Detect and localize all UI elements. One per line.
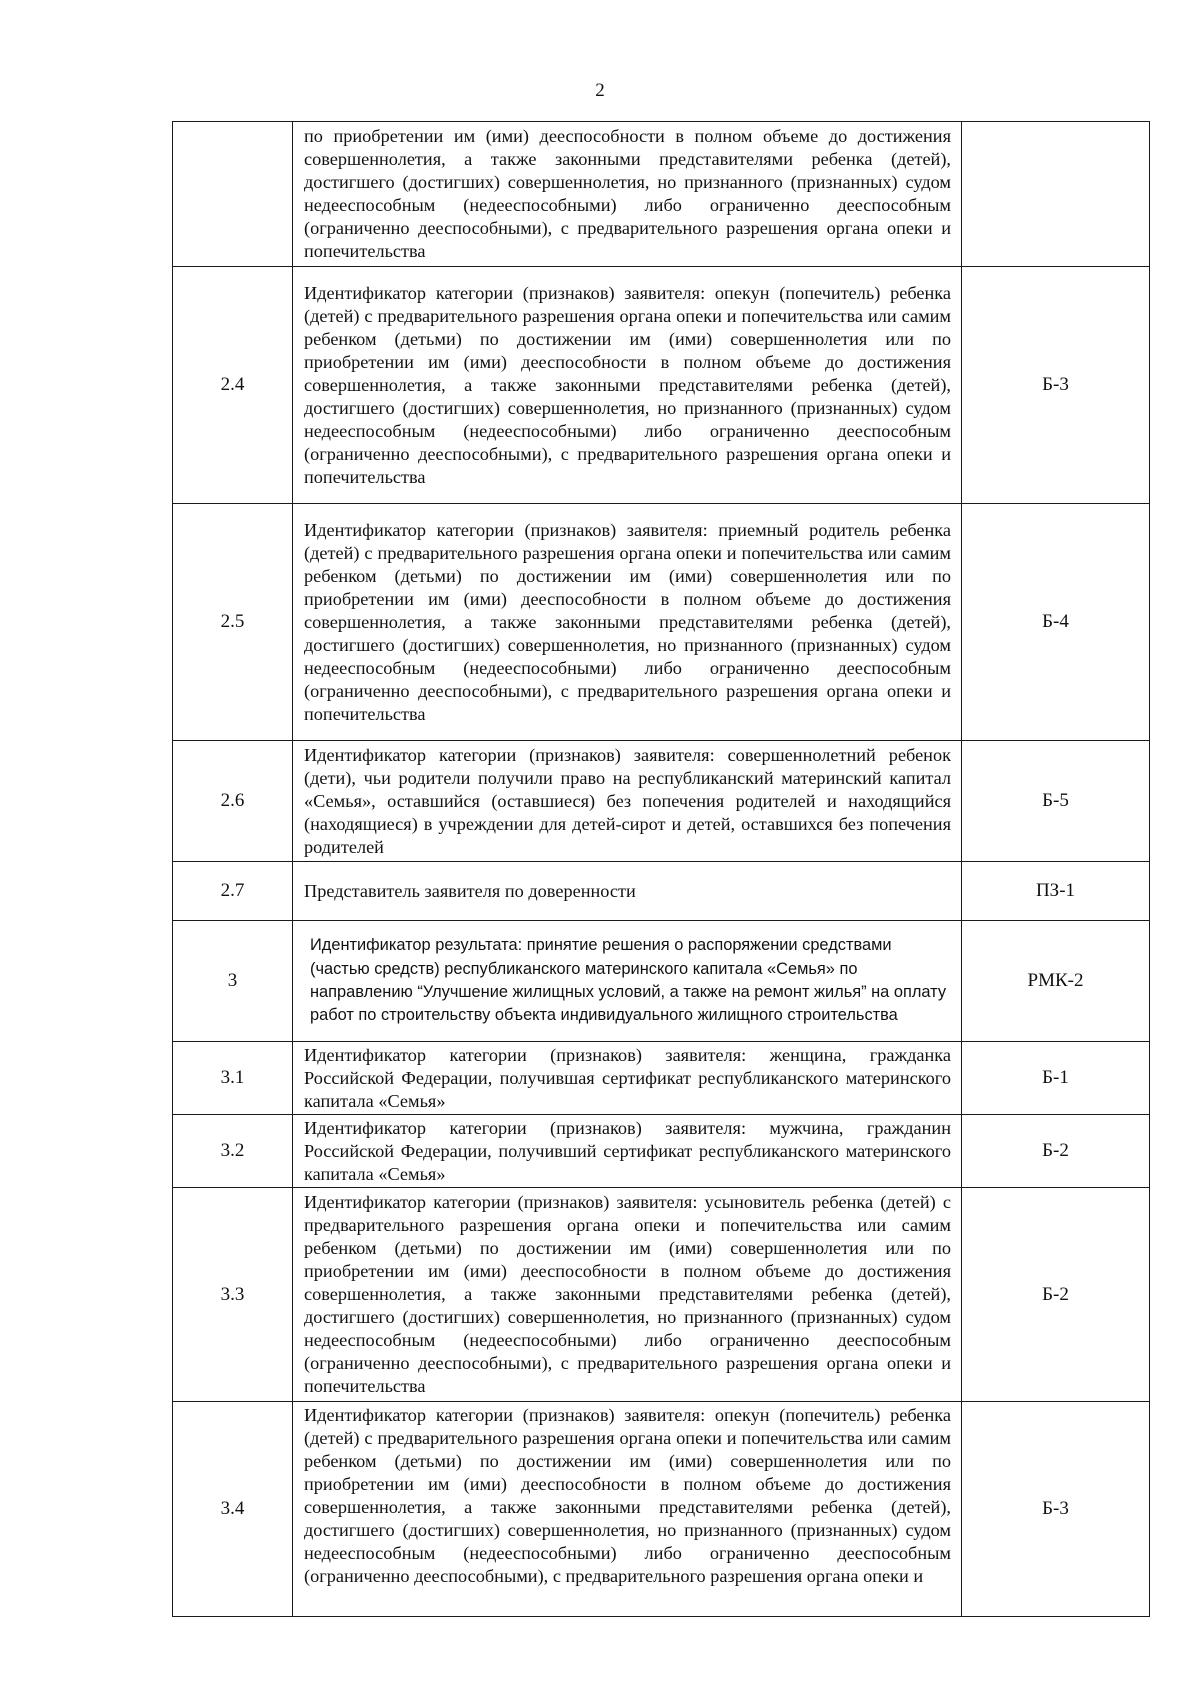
page-number: 2 [595,80,605,101]
row-description-cell [293,741,962,862]
row-description: по приобретении им (ими) дееспособности в полном объеме до достижения совершеннолетия, а также законными представителями ребенка (детей), достигшего (достигших) совершеннолетия, но признанного (признанных) судом недееспособным (недееспособными) либо ограниченно дееспособным (ограниченно дееспособными), с предварительного разрешения органа опеки и попечительства [304,126,951,261]
row-code-cell: ПЗ-1 [962,862,1150,921]
row-description: Идентификатор категории (признаков) заявителя: опекун (попечитель) ребенка (детей) с предварительного разрешения органа опеки и попечительства или самим ребенком (детьми) по достижении им (ими) совершеннолетия или по приобретении им (ими) дееспособности в полном объеме до достижения совершеннолетия, а также законными представителями ребенка (детей), достигшего (достигших) совершеннолетия, но признанного (признанных) судом недееспособным (недееспособными) либо ограниченно дееспособным (ограниченно дееспособными), с предварительного разрешения органа опеки и попечительства [304,282,951,487]
row-description: Идентификатор категории (признаков) заявителя: усыновитель ребенка (детей) с предварительного разрешения органа опеки и попечительства или самим ребенком (детьми) по достижении им (ими) совершеннолетия или по приобретении им (ими) дееспособности в полном объеме до достижения совершеннолетия, а также законными представителями ребенка (детей), достигшего (достигших) совершеннолетия, но признанного (признанных) судом недееспособным (недееспособными) либо ограниченно дееспособным (ограниченно дееспособными), с предварительного разрешения органа опеки и попечительства [304,1192,951,1396]
row-code-cell: Б-2 [962,1115,1150,1188]
table-row-3 [173,921,1150,1042]
table-row-2-5 [173,504,1150,741]
row-description-cell [293,1042,962,1115]
table-row-3-3 [173,1188,1150,1402]
row-code-cell: РМК-2 [962,921,1150,1042]
row-description: Идентификатор категории (признаков) заявителя: приемный родитель ребенка (детей) с предварительного разрешения органа опеки и попечительства или самим ребенком (детьми) по достижении им (ими) совершеннолетия или по приобретении им (ими) дееспособности в полном объеме до достижения совершеннолетия, а также законными представителями ребенка (детей), достигшего (достигших) совершеннолетия, но признанного (признанных) судом недееспособным (недееспособными) либо ограниченно дееспособным (ограниченно дееспособными), с предварительного разрешения органа опеки и попечительства [304,519,951,724]
table-row-3-1 [173,1042,1150,1115]
row-description-cell [293,921,962,1042]
table-row-2-4 [173,267,1150,504]
row-number-cell: 2.4 [173,267,293,504]
row-number-cell: 3.4 [173,1402,293,1617]
table-row-continuation [173,122,1150,267]
row-code-cell: Б-3 [962,267,1150,504]
row-code-cell: Б-5 [962,741,1150,862]
applicant-categories-table [172,121,1150,1617]
row-number-cell [173,122,293,267]
row-number-cell: 3.2 [173,1115,293,1188]
row-code-cell: Б-1 [962,1042,1150,1115]
row-description-cell [293,1188,962,1402]
row-number-cell: 3.3 [173,1188,293,1402]
row-description-cell [293,1402,962,1617]
row-description: Идентификатор категории (признаков) заявителя: опекун (попечитель) ребенка (детей) с предварительного разрешения органа опеки и попечительства или самим ребенком (детьми) по достижении им (ими) совершеннолетия или по приобретении им (ими) дееспособности в полном объеме до достижения совершеннолетия, а также законными представителями ребенка (детей), достигшего (достигших) совершеннолетия, но признанного (признанных) судом недееспособным (недееспособными) либо ограниченно дееспособным (ограниченно дееспособными), с предварительного разрешения органа опеки и [304,1405,951,1586]
row-code-cell: Б-2 [962,1188,1150,1402]
row-description: Идентификатор категории (признаков) заявителя: совершеннолетний ребенок (дети), чьи родители получили право на республиканский материнский капитал «Семья», оставшийся (оставшиеся) без попечения родителей и находящийся (находящиеся) в учреждении для детей-сирот и детей, оставшихся без попечения родителей [304,744,951,857]
row-code-cell: Б-3 [962,1402,1150,1617]
table-row-3-4 [173,1402,1150,1617]
row-description: Идентификатор категории (признаков) заявителя: женщина, гражданка Российской Федерации, получившая сертификат республиканского материнского капитала «Семья» [304,1044,951,1111]
row-description: Представитель заявителя по доверенности [304,881,636,901]
row-number-cell: 3.1 [173,1042,293,1115]
table-row-2-6 [173,741,1150,862]
table-row-2-7 [173,862,1150,921]
row-number-cell: 2.7 [173,862,293,921]
row-code-cell [962,122,1150,267]
row-number-cell: 2.5 [173,504,293,741]
row-code-cell: Б-4 [962,504,1150,741]
row-description-cell [293,267,962,504]
table-row-3-2 [173,1115,1150,1188]
row-description: Идентификатор результата: принятие решения о распоряжении средствами (частью средств) республиканского материнского капитала «Семья» по направлению “Улучшение жилищных условий, а также на ремонт жилья” на оплату работ по строительству объекта индивидуального жилищного строительства [310,936,947,1025]
row-description-cell [293,504,962,741]
row-number-cell: 3 [173,921,293,1042]
row-description-cell [293,1115,962,1188]
row-description-cell [293,122,962,267]
row-description-cell [293,862,962,921]
row-description: Идентификатор категории (признаков) заявителя: мужчина, гражданин Российской Федерации, получивший сертификат республиканского материнского капитала «Семья» [304,1117,951,1184]
row-number-cell: 2.6 [173,741,293,862]
